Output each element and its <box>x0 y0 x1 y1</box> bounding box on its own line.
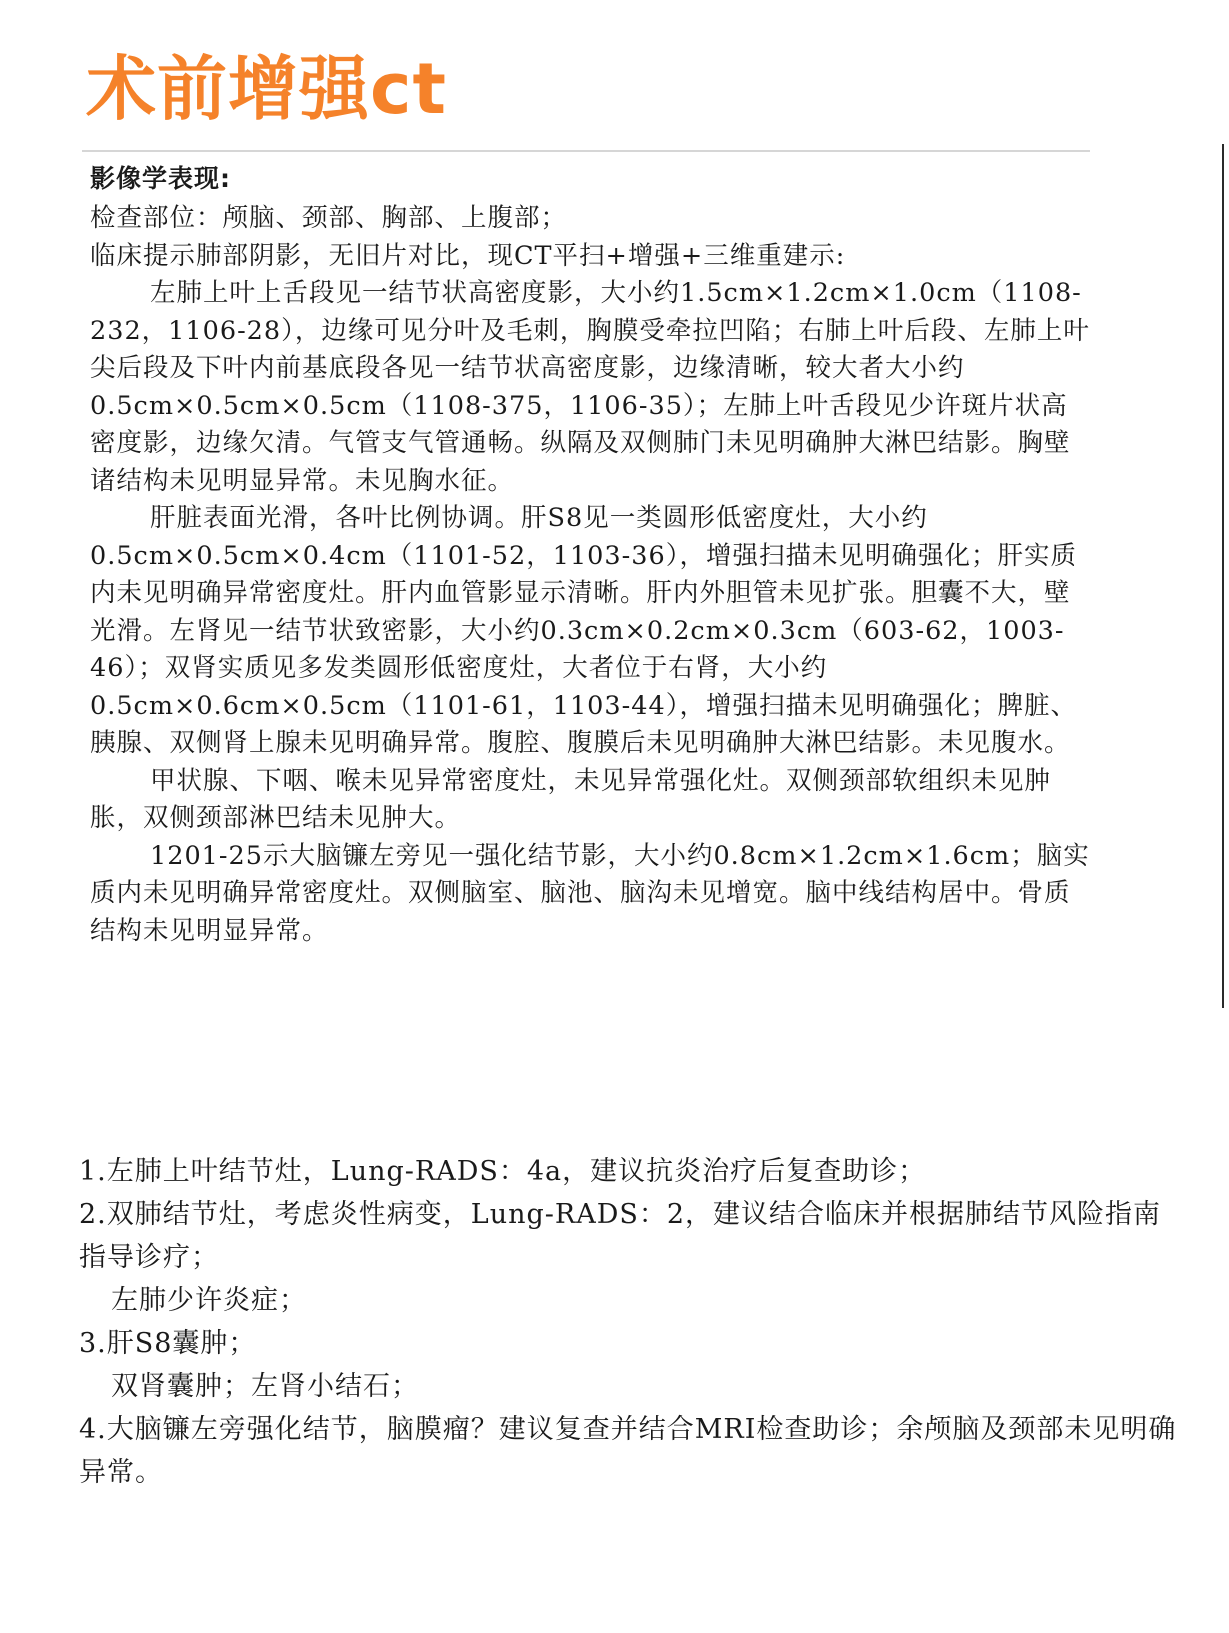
impression-subitem: 左肺少许炎症； <box>111 1285 307 1316</box>
imaging-findings-section <box>90 158 1090 950</box>
findings-heading: 影像学表现: <box>90 164 231 193</box>
clinical-note: 临床提示肺部阴影，无旧片对比，现CT平扫+增强+三维重建示: <box>90 240 846 271</box>
impression-item: 1.左肺上叶结节灶，Lung-RADS：4a，建议抗炎治疗后复查助诊； <box>79 1156 927 1187</box>
exam-site: 检查部位：颅脑、颈部、胸部、上腹部； <box>90 203 568 233</box>
page-title: 术前增强ct <box>86 48 447 130</box>
scan-edge-line <box>1222 144 1224 1008</box>
impression-item: 3.肝S8囊肿； <box>79 1328 257 1359</box>
impression-item: 4.大脑镰左旁强化结节，脑膜瘤？建议复查并结合MRI检查助诊；余颅脑及颈部未见明确异常。 <box>79 1414 1177 1488</box>
impression-section <box>79 1150 1179 1494</box>
abdomen-findings-paragraph: 肝脏表面光滑，各叶比例协调。肝S8见一类圆形低密度灶，大小约0.5cm×0.5cm×0.4cm（1101-52，1103-36），增强扫描未见明确强化；肝实质内未见明确异常密度灶。肝内血管影显示清晰。肝内外胆管未见扩张。胆囊不大，壁光滑。左肾见一结节状致密影，大小约0.3cm×0.2cm×0.3cm（603-62，1003-46）；双肾实质见多发类圆形低密度灶，大者位于右肾，大小约0.5cm×0.6cm×0.5cm（1101-61，1103-44），增强扫描未见明确强化；脾脏、胰腺、双侧肾上腺未见明确异常。腹腔、腹膜后未见明确肿大淋巴结影。未见腹水。 <box>90 503 1077 758</box>
impression-subitem: 双肾囊肿；左肾小结石； <box>111 1371 419 1402</box>
title-divider <box>82 150 1090 152</box>
impression-item: 2.双肺结节灶，考虑炎性病变，Lung-RADS：2，建议结合临床并根据肺结节风险指南指导诊疗； <box>79 1199 1162 1273</box>
brain-findings-paragraph: 1201-25示大脑镰左旁见一强化结节影，大小约0.8cm×1.2cm×1.6cm；脑实质内未见明确异常密度灶。双侧脑室、脑池、脑沟未见增宽。脑中线结构居中。骨质结构未见明显异常。 <box>90 840 1090 946</box>
lung-findings-paragraph: 左肺上叶上舌段见一结节状高密度影，大小约1.5cm×1.2cm×1.0cm（1108-232，1106-28），边缘可见分叶及毛刺，胸膜受牵拉凹陷；右肺上叶后段、左肺上叶尖后段及下叶内前基底段各见一结节状高密度影，边缘清晰，较大者大小约0.5cm×0.5cm×0.5cm（1108-375，1106-35）；左肺上叶舌段见少许斑片状高密度影，边缘欠清。气管支气管通畅。纵隔及双侧肺门未见明确肿大淋巴结影。胸壁诸结构未见明显异常。未见胸水征。 <box>90 278 1090 496</box>
neck-findings-paragraph: 甲状腺、下咽、喉未见异常密度灶，未见异常强化灶。双侧颈部软组织未见肿胀，双侧颈部淋巴结未见肿大。 <box>90 765 1052 833</box>
